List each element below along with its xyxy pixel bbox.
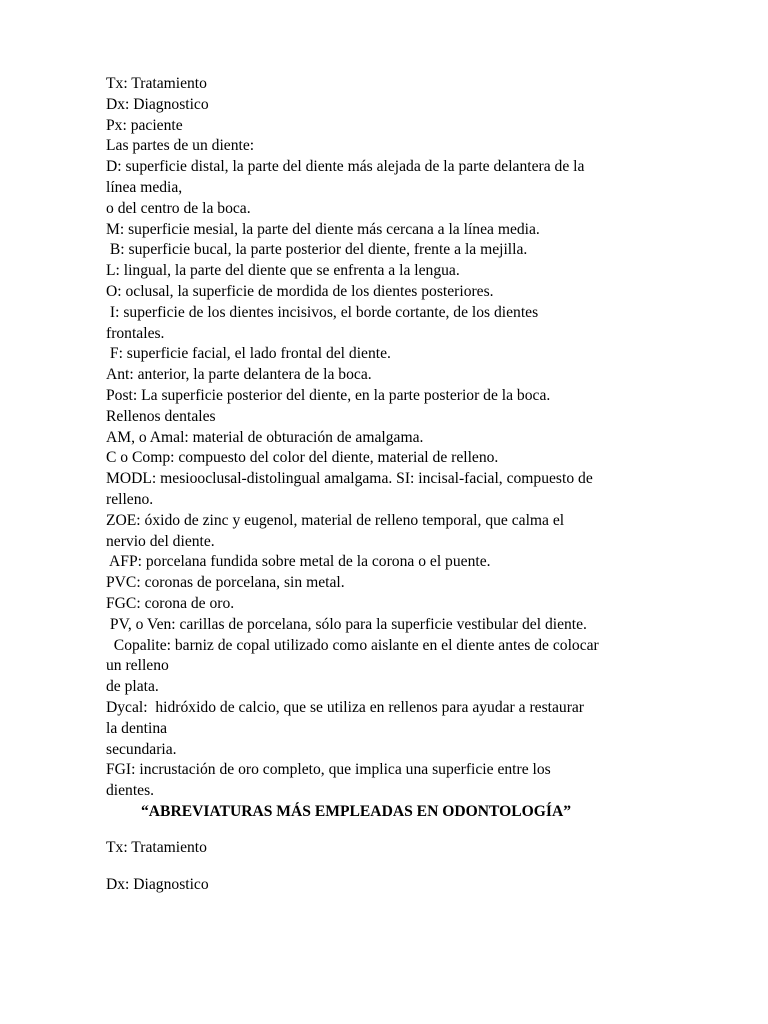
text-line: frontales. (106, 324, 165, 342)
text-line: PVC: coronas de porcelana, sin metal. (106, 574, 345, 592)
text-line: Dycal: hidróxido de calcio, que se utiliza en rellenos para ayudar a restaurar (106, 698, 585, 716)
text-line: Las partes de un diente: (106, 137, 255, 155)
text-line: PV, o Ven: carillas de porcelana, sólo para la superficie vestibular del diente. (106, 615, 587, 633)
text-line: dientes. (106, 782, 155, 800)
text-line: AFP: porcelana fundida sobre metal de la corona o el puente. (106, 553, 491, 571)
text-line: Rellenos dentales (106, 407, 216, 425)
text-line: FGI: incrustación de oro completo, que implica una superficie entre los (106, 761, 551, 779)
text-line: nervio del diente. (106, 532, 215, 550)
document-title: “ABREVIATURAS MÁS EMPLEADAS EN ODONTOLOGÍA” (141, 802, 572, 820)
text-line: Post: La superficie posterior del diente, en la parte posterior de la boca. (106, 386, 551, 404)
text-line: Tx: Tratamiento (106, 75, 207, 92)
text-line: F: superficie facial, el lado frontal del diente. (106, 345, 391, 363)
text-line: relleno. (106, 490, 154, 508)
text-line: AM, o Amal: material de obturación de amalgama. (106, 428, 424, 446)
text-line: o del centro de la boca. (106, 199, 251, 217)
text-line: Tx: Tratamiento (106, 839, 207, 857)
text-line: M: superficie mesial, la parte del diente más cercana a la línea media. (106, 220, 540, 238)
text-line: I: superficie de los dientes incisivos, el borde cortante, de los dientes (106, 303, 539, 321)
text-line: la dentina (106, 719, 168, 737)
text-line: línea media, (106, 178, 183, 196)
text-line: C o Comp: compuesto del color del diente, material de relleno. (106, 449, 499, 467)
abbreviation-list (106, 74, 746, 802)
text-line: B: superficie bucal, la parte posterior del diente, frente a la mejilla. (106, 241, 528, 259)
text-line: Copalite: barniz de copal utilizado como aislante en el diente antes de colocar (106, 636, 599, 654)
text-line: D: superficie distal, la parte del diente más alejada de la parte delantera de la (106, 158, 585, 176)
text-line: O: oclusal, la superficie de mordida de los dientes posteriores. (106, 282, 494, 300)
text-line: de plata. (106, 678, 159, 696)
text-line: un relleno (106, 657, 169, 675)
document-page (106, 74, 746, 895)
text-line: Dx: Diagnostico (106, 95, 209, 113)
text-line: L: lingual, la parte del diente que se enfrenta a la lengua. (106, 262, 460, 280)
text-line: Ant: anterior, la parte delantera de la boca. (106, 366, 372, 384)
text-line: MODL: mesiooclusal-distolingual amalgama. SI: incisal-facial, compuesto de (106, 470, 593, 488)
abbreviation-list-continued (106, 838, 746, 895)
text-line: Px: paciente (106, 116, 183, 134)
text-line: ZOE: óxido de zinc y eugenol, material de relleno temporal, que calma el (106, 511, 565, 529)
text-line: secundaria. (106, 740, 177, 758)
text-line: Dx: Diagnostico (106, 875, 209, 893)
text-line: FGC: corona de oro. (106, 594, 235, 612)
